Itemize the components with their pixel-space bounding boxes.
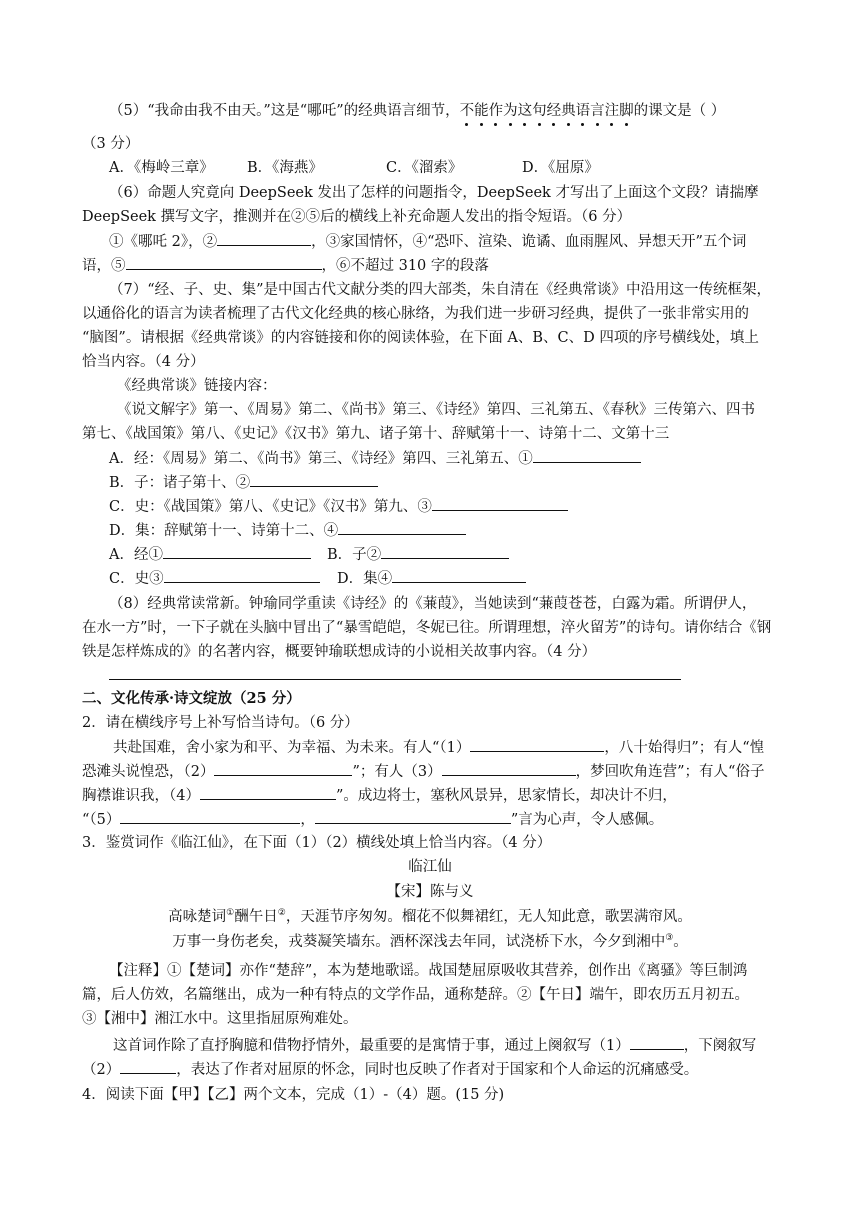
- q6-line2: DeepSeek 撰写文字，推测并在②⑤后的横线上补充命题人发出的指令短语。（6 分）: [82, 209, 632, 225]
- q5-option-d: D．《屈原》: [522, 160, 599, 176]
- q5-emphasis-dotted: 不能作为这句经典语言注脚: [459, 103, 634, 119]
- answer-blank[interactable]: [338, 520, 466, 535]
- q5-line1: [109, 101, 725, 121]
- q5-option-a: A．《梅岭三章》: [109, 160, 214, 176]
- footnote-marker: ③: [665, 933, 674, 944]
- footnote-marker: ②: [277, 908, 286, 919]
- notes-line-3: ③【湘中】湘江水中。这里指屈原殉难处。: [82, 1011, 358, 1027]
- q4-title: 4．阅读下面【甲】【乙】两个文本，完成（1）-（4）题。(15 分): [82, 1087, 505, 1103]
- q8-line3: 铁是怎样炼成的》的名著内容，概要钟瑜联想成诗的小说相关故事内容。（4 分）: [82, 644, 597, 660]
- answer-blank[interactable]: [200, 785, 336, 800]
- q7-line3: “脑图”。请根据《经典常谈》的内容链接和你的阅读体验，在下面 A、B、C、D 四项的序号横线处，填上: [82, 330, 759, 346]
- q7-link-line1: 《说文解字》第一、《周易》第二、《尚书》第三、《诗经》第四、三礼第五、《春秋》三传第六、四书: [117, 402, 755, 418]
- section-2-heading: 二、文化传承·诗文绽放（25 分）: [82, 690, 301, 707]
- q7-item-a: A．经：《周易》第二、《尚书》第三、《诗经》第四、三礼第五、①: [109, 448, 641, 469]
- q6-line3: ①《哪吒 2》，② ，③家国情怀，④“恐吓、渲染、诡谲、血雨腥风、异想天开”五个词: [109, 231, 746, 252]
- answer-blank[interactable]: [381, 544, 509, 559]
- q7-answer-d: D．集④: [337, 568, 526, 589]
- notes-line-2: 篇，后人仿效，名篇继出，成为一种有特点的文学作品，通称楚辞。②【午日】端午，即农历五月初五。: [82, 987, 749, 1003]
- poem-verse-1: 高咏楚词①酬午日②，天涯节序匆匆。榴花不似舞裙红，无人知此意，歌罢满帘风。: [168, 908, 692, 925]
- q7-link-title: 《经典常谈》链接内容：: [117, 378, 277, 394]
- answer-blank[interactable]: [120, 809, 300, 824]
- q5-option-b: B．《海燕》: [247, 160, 323, 176]
- footnote-marker: ①: [226, 908, 235, 919]
- q7-item-c: C．史：《战国策》第八、《史记》《汉书》第九、③: [109, 496, 568, 517]
- answer-blank[interactable]: [214, 761, 352, 776]
- q7-line4: 恰当内容。（4 分）: [82, 354, 205, 370]
- q6-line1: （6）命题人究竟向 DeepSeek 发出了怎样的问题指令，DeepSeek 才写出了上面这个文段？请揣摩: [109, 185, 759, 201]
- q6-line4: 语，⑤ ，⑥不超过 310 字的段落: [82, 255, 489, 276]
- q7-answer-b: B．子②: [327, 544, 509, 565]
- q7-line1: （7）“经、子、史、集”是中国古代文献分类的四大部类，朱自清在《经典常谈》中沿用这一传统框架，: [109, 282, 772, 298]
- answer-blank[interactable]: [315, 809, 511, 824]
- q8-line2: 在水一方”时，一下子就在头脑中冒出了“暴雪皑皑，冬妮已往。所谓理想，淬火留芳”的诗句。请你结合《钢: [82, 620, 772, 636]
- q7-link-line2: 第七、《战国策》第八、《史记》《汉书》第九、诸子第十、辞赋第十一、诗第十二、文第十三: [82, 426, 670, 442]
- q3-para-line-2: （2） ，表达了作者对屈原的怀念，同时也反映了作者对于国家和个人命运的沉痛感受。: [82, 1059, 698, 1080]
- poem-author: 【宋】陈与义: [386, 884, 474, 900]
- q2-title: 2．请在横线序号上补写恰当诗句。（6 分）: [82, 715, 359, 731]
- q2-line3: 胸襟谁识我，（4） ”。成边将士，塞秋风景异，思家情长，却决计不归，: [82, 785, 677, 806]
- q8-line1: （8）经典常读常新。钟瑜同学重读《诗经》的《蒹葭》，当她读到“蒹葭苍苍，白露为霜。所谓伊人，: [109, 596, 757, 612]
- notes-line-1: 【注释】①【楚词】亦作“楚辞”，本为楚地歌谣。战国楚屈原吸收其营养，创作出《离骚》等巨制鸿: [109, 963, 748, 979]
- answer-blank[interactable]: [217, 231, 311, 246]
- answer-blank[interactable]: [470, 737, 604, 752]
- q2-line4: “（5） ， ”言为心声，令人感佩。: [82, 809, 663, 830]
- answer-blank[interactable]: [533, 448, 641, 463]
- q7-item-d: D．集：辞赋第十一、诗第十二、④: [109, 520, 466, 541]
- q7-answer-c: C．史③: [109, 568, 320, 589]
- q2-line1: 共赴国难，舍小家为和平、为幸福、为未来。有人“（1） ，八十始得归”；有人“惶: [113, 737, 764, 758]
- q5-text-b: 的课文是（ ）: [633, 103, 726, 119]
- answer-blank[interactable]: [164, 568, 320, 583]
- answer-blank[interactable]: [630, 1035, 684, 1050]
- answer-blank[interactable]: [126, 255, 322, 270]
- q5-text-a: （5）“我命由我不由天。”这是“哪吒”的经典语言细节，: [109, 103, 460, 119]
- q8-answer-line[interactable]: [109, 679, 681, 680]
- q3-para-line-1: 这首词作除了直抒胸臆和借物抒情外，最重要的是寓情于事，通过上阕叙写（1） ，下阕叙写: [113, 1035, 756, 1056]
- answer-blank[interactable]: [432, 496, 568, 511]
- answer-blank[interactable]: [442, 761, 576, 776]
- answer-blank[interactable]: [163, 544, 311, 559]
- q7-line2: 以通俗化的语言为读者梳理了古代文化经典的核心脉络，为我们进一步研习经典，提供了一张非常实用的: [82, 306, 749, 322]
- q5-score: （3 分）: [82, 136, 140, 152]
- poem-title: 临江仙: [408, 859, 452, 875]
- q2-line2: 恐滩头说惶恐，（2） ”；有人（3） ，梦回吹角连营”；有人“俗子: [82, 761, 764, 782]
- q3-title: 3．鉴赏词作《临江仙》，在下面（1）（2）横线处填上恰当内容。（4 分）: [82, 835, 552, 851]
- q7-answer-a: A．经①: [109, 544, 311, 565]
- answer-blank[interactable]: [250, 472, 378, 487]
- poem-verse-2: 万事一身伤老矣，戎葵凝笑墙东。酒杯深浅去年同，试浇桥下水，今夕到湘中③。: [172, 933, 688, 950]
- answer-blank[interactable]: [120, 1059, 176, 1074]
- q7-item-b: B．子：诸子第十、②: [109, 472, 378, 493]
- answer-blank[interactable]: [392, 568, 526, 583]
- q5-option-c: C．《溜索》: [386, 160, 463, 176]
